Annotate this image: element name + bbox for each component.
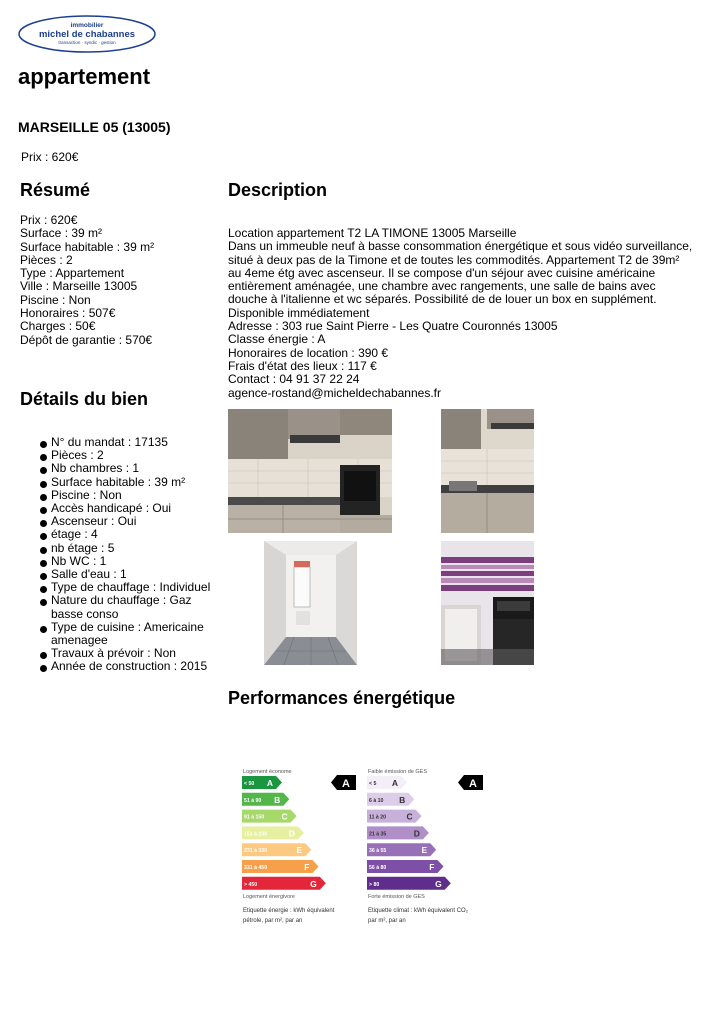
- energy-top-label: Logement économe: [243, 769, 292, 775]
- energy-label-chart: [242, 766, 362, 928]
- energy-bottom-label: Logement énergivore: [243, 894, 295, 900]
- details-item: Travaux à prévoir : Non: [40, 647, 225, 660]
- energy-band-letter: C: [281, 811, 288, 822]
- climate-band-range: 56 à 80: [369, 865, 387, 871]
- details-list: [40, 436, 225, 674]
- climate-bottom-label: Forte émission de GES: [368, 894, 425, 900]
- climate-band-range: 11 à 20: [369, 814, 387, 821]
- details-item: Année de construction : 2015: [40, 660, 225, 673]
- details-item: Type de cuisine : Americaine amenagee: [40, 621, 225, 647]
- energy-class-letter: A: [342, 778, 350, 790]
- description-line: Classe énergie : A: [228, 332, 326, 347]
- climate-band-letter: F: [429, 862, 435, 872]
- performance-heading: Performances énergétique: [228, 688, 456, 708]
- description-line: Dans un immeuble neuf à basse consommation énergétique et sous vidéo surveillance,: [228, 239, 693, 254]
- climate-top-label: Faible émission de GES: [368, 769, 427, 775]
- climate-band-letter: D: [413, 828, 420, 839]
- climate-band-letter: B: [399, 794, 406, 805]
- climate-band-range: 36 à 55: [369, 848, 387, 855]
- energy-band-letter: B: [274, 794, 281, 805]
- climate-bands: [367, 776, 451, 890]
- resume-line: Charges : 50€: [20, 319, 96, 334]
- resume-line: Piscine : Non: [20, 292, 91, 307]
- description-text: [228, 227, 708, 400]
- details-item: nb étage : 5: [40, 542, 225, 555]
- photo-bedroom[interactable]: [264, 541, 357, 665]
- description-heading: Description: [228, 180, 328, 200]
- energy-band-range: 91 à 150: [244, 814, 265, 821]
- details-item: Surface habitable : 39 m²: [40, 476, 225, 489]
- resume-line: Surface habitable : 39 m²: [20, 239, 155, 254]
- climate-caption-line2: par m², par an: [368, 918, 406, 924]
- details-item: Nb WC : 1: [40, 555, 225, 568]
- resume-line: Dépôt de garantie : 570€: [20, 332, 153, 347]
- photo-kitchen[interactable]: [228, 409, 392, 533]
- description-line: Adresse : 303 rue Saint Pierre - Les Quatre Couronnés 13005: [228, 319, 558, 334]
- photo-kitchen-corner[interactable]: [441, 409, 534, 533]
- details-item: N° du mandat : 17135: [40, 436, 225, 449]
- resume-line: Ville : Marseille 13005: [20, 279, 138, 294]
- energy-bands: [242, 776, 326, 890]
- climate-band-range: > 80: [369, 881, 380, 888]
- climate-band-range: < 5: [369, 781, 377, 787]
- climate-band-letter: G: [435, 878, 442, 889]
- resume-line: Surface : 39 m²: [20, 226, 103, 241]
- energy-band-letter: G: [310, 878, 317, 889]
- description-line: situé à deux pas de la Timone et de toutes les commodités. Appartement T2 de 39m²: [228, 252, 680, 267]
- climate-band-letter: C: [406, 811, 413, 822]
- climate-label-chart: [367, 766, 492, 928]
- description-line: entièrement aménagée, une chambre avec rangements, une salle de bains avec: [228, 279, 656, 294]
- energy-band-letter: A: [266, 778, 273, 788]
- energy-band-letter: E: [296, 845, 303, 856]
- logo-line1: immobilier: [70, 22, 104, 29]
- resume-line: Pièces : 2: [20, 252, 73, 267]
- description-line: Frais d'état des lieux : 117 €: [228, 358, 377, 373]
- energy-band-letter: D: [288, 828, 295, 839]
- resume-list: [20, 214, 220, 347]
- description-line: Contact : 04 91 37 22 24: [228, 372, 360, 387]
- details-item: étage : 4: [40, 528, 225, 541]
- details-item: Salle d'eau : 1: [40, 568, 225, 581]
- price-summary: Prix : 620€: [21, 150, 79, 164]
- energy-band-range: 151 à 230: [244, 831, 268, 838]
- details-item: Pièces : 2: [40, 449, 225, 462]
- details-item: Nature du chauffage : Gaz basse conso: [40, 594, 225, 620]
- energy-band-range: < 50: [244, 781, 255, 787]
- resume-line: Type : Appartement: [20, 266, 125, 281]
- logo-line3: transaction · syndic · gestion: [58, 40, 116, 45]
- details-item: Nb chambres : 1: [40, 462, 225, 475]
- details-item: Type de chauffage : Individuel: [40, 581, 225, 594]
- climate-band-letter: E: [421, 845, 428, 856]
- description-line: Honoraires de location : 390 €: [228, 345, 389, 360]
- details-item: Accès handicapé : Oui: [40, 502, 225, 515]
- details-heading: Détails du bien: [20, 389, 149, 409]
- climate-class-letter: A: [469, 778, 477, 790]
- climate-caption-line1: Etiquette climat : kWh équivalent CO₂: [368, 908, 469, 914]
- resume-heading: Résumé: [20, 180, 91, 200]
- page-title: appartement: [18, 64, 151, 89]
- climate-band-range: 21 à 35: [369, 831, 387, 838]
- climate-band-range: 6 à 10: [369, 797, 384, 804]
- energy-caption-line1: Etiquette énergie : kWh équivalent: [243, 908, 335, 914]
- energy-band-range: 51 à 90: [244, 797, 262, 804]
- agency-logo[interactable]: [17, 14, 157, 54]
- photo-bathroom[interactable]: [441, 541, 534, 665]
- energy-caption-line2: pétrole, par m², par an: [243, 918, 303, 924]
- energy-band-letter: F: [304, 862, 310, 872]
- description-line: douche à l'italienne et wc séparés. Possibilité de de louer un box en supplément.: [228, 292, 657, 307]
- climate-band-letter: A: [391, 778, 398, 788]
- description-line: Disponible immédiatement: [228, 305, 370, 320]
- details-item: Ascenseur : Oui: [40, 515, 225, 528]
- resume-line: Prix : 620€: [20, 213, 78, 227]
- description-line: au 4eme étg avec ascenseur. Il se compose d'un séjour avec cuisine américaine: [228, 265, 656, 280]
- resume-line: Honoraires : 507€: [20, 306, 116, 321]
- logo-line2: michel de chabannes: [38, 29, 136, 40]
- energy-band-range: > 450: [244, 881, 258, 888]
- location-subtitle: MARSEILLE 05 (13005): [18, 119, 171, 135]
- energy-band-range: 331 à 450: [244, 865, 268, 871]
- details-item: Piscine : Non: [40, 489, 225, 502]
- description-line: Location appartement T2 LA TIMONE 13005 Marseille: [228, 226, 517, 240]
- energy-band-range: 231 à 330: [244, 848, 268, 855]
- contact-email-link[interactable]: agence-rostand@micheldechabannes.fr: [228, 385, 441, 400]
